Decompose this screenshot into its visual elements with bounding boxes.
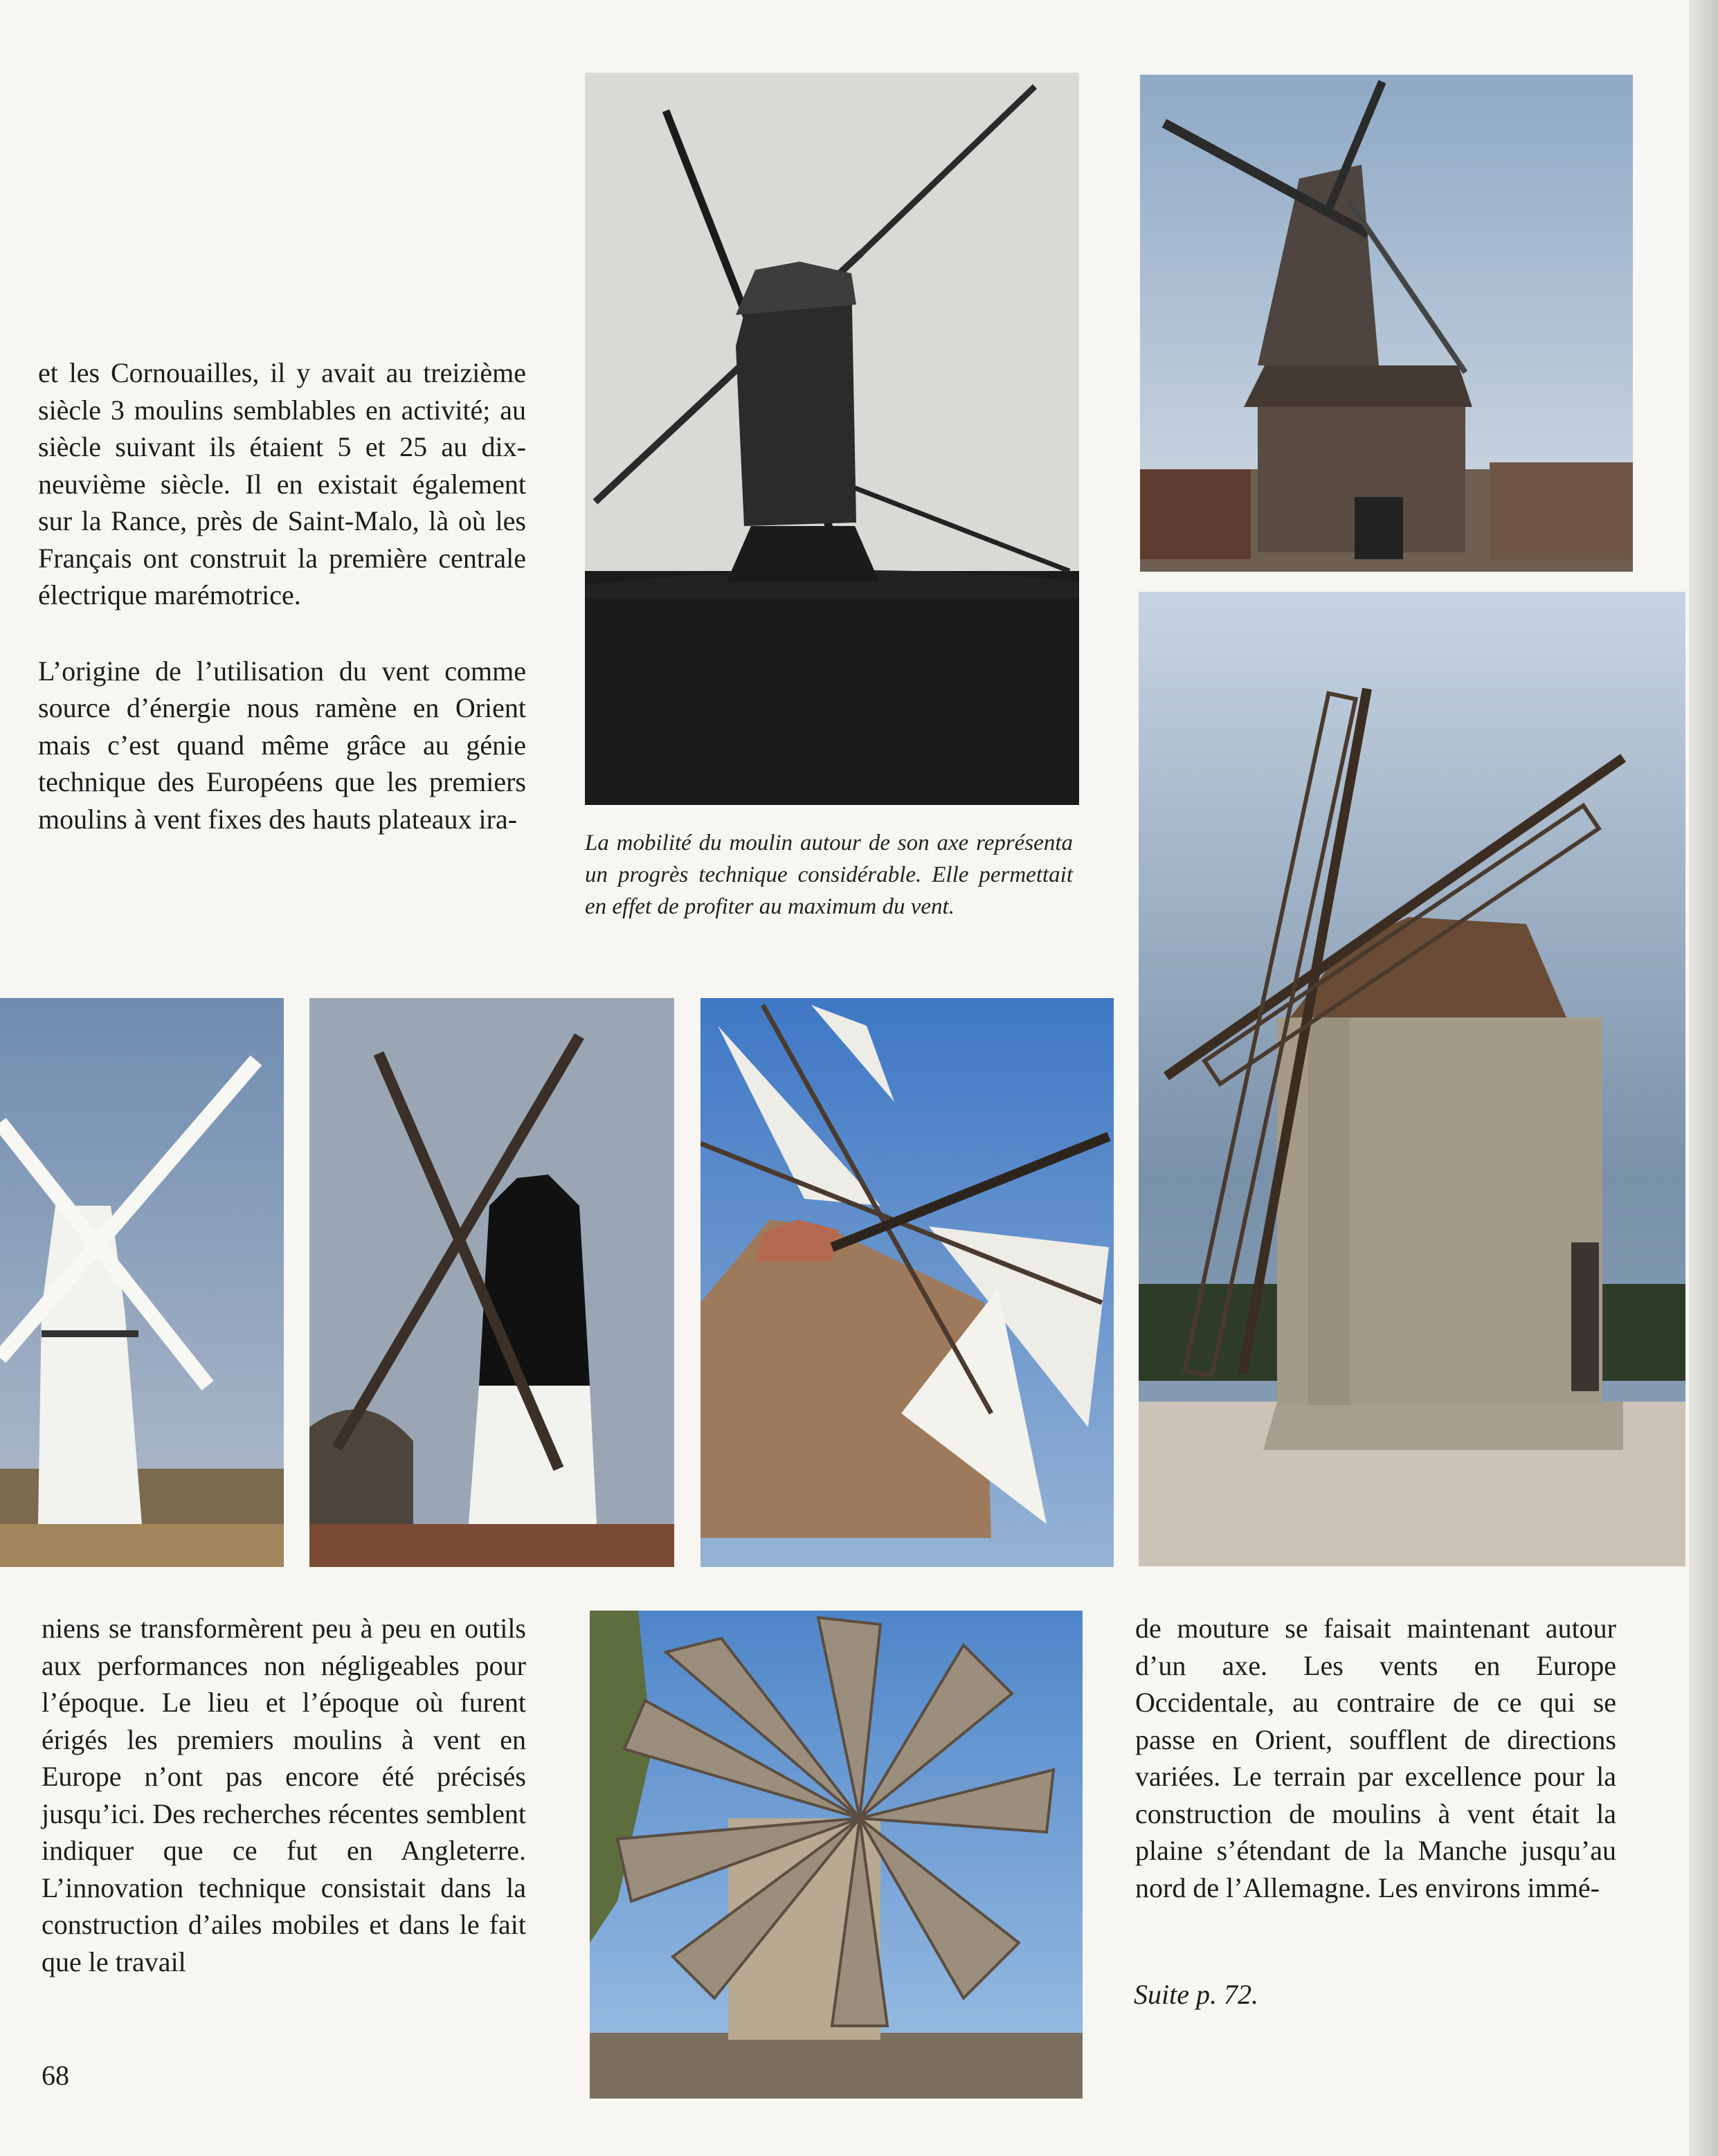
photo-black-white-mill — [309, 998, 674, 1567]
column-3-bottom-text: de mouture se faisait maintenant autour d’un axe. Les vents en Europe Occidentale, au contraire de ce qui se passe en Orient, soufflent de directions variées. Le terrain par excellence pour la construction de moulins à vent était la plaine s’étendant de la Manche jusqu’au nord de l’Allemagne. Les environs immé- — [1135, 1613, 1616, 1903]
paragraph: L’origine de l’utilisation du vent comme source d’énergie nous ramène en Orient mais c’est quand même grâce au génie technique des Européens que les premiers moulins à vent fixes des hauts plateaux ira- — [38, 655, 526, 835]
column-1-top-text — [38, 354, 526, 837]
page-number: 68 — [42, 2060, 69, 2091]
page-gutter-edge — [1689, 0, 1718, 2156]
photo-post-mill — [585, 73, 1079, 805]
photo-wheel-sail-mill — [590, 1611, 1083, 2099]
photo-dutch-smock-mill — [1140, 75, 1633, 572]
column-1-bottom-text: niens se transformèrent peu à peu en outils aux performances non négligeables pour l’époque. Le lieu et l’époque où furent érigés les premiers moulins à vent en Europe n’ont pas encore été précisés jusqu’ici. Des recherches récentes semblent indiquer que ce fut en Angleterre. L’innovation technique consistait dans la construction d’ailes mobiles et dans le fait que le travail — [42, 1613, 526, 1977]
paragraph: et les Cornouailles, il y avait au treizième siècle 3 moulins semblables en activité; au siècle suivant ils étaient 5 et 25 au dix-neuvième siècle. Il en existait également sur la Rance, près de Saint-Malo, là où les Français ont construit la première centrale électrique marémotrice. — [38, 357, 526, 610]
continuation-note: Suite p. 72. — [1134, 1979, 1258, 2010]
photo-sail-mill — [700, 998, 1114, 1567]
photo-white-tower-mill — [0, 998, 284, 1567]
photo-stone-tower-mill — [1139, 592, 1685, 1566]
photo-caption: La mobilité du moulin autour de son axe représenta un progrès technique considérable. Elle permettait en effet de profiter au maximum du vent. — [585, 831, 1073, 919]
